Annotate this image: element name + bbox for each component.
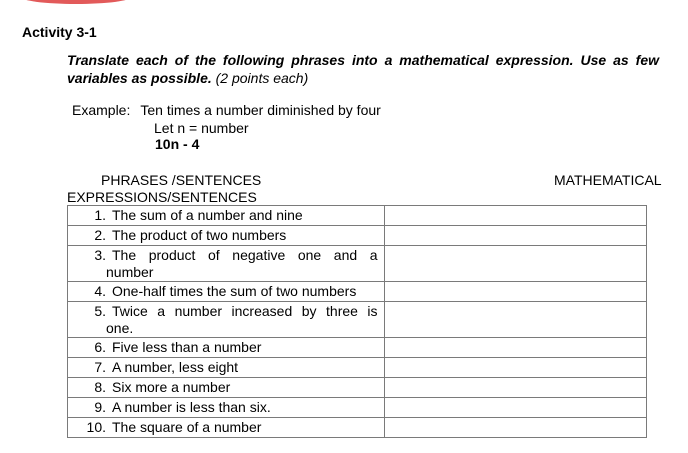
example-let-line: Let n = number [154,120,249,136]
item-number: 5. [94,303,106,319]
item-text: Five less than a number [112,339,262,355]
phrase-cell [68,282,385,302]
item-text: A number is less than six. [112,399,271,415]
answer-cell[interactable] [384,282,646,302]
item-number: 9. [94,399,106,415]
item-text-continued: one. [106,320,134,336]
phrases-table [67,205,647,438]
answer-cell[interactable] [384,226,646,246]
phrase-cell [68,398,385,418]
example-line [72,102,381,118]
item-number: 2. [94,227,106,243]
table-row [68,226,647,246]
table-row [68,358,647,378]
phrase-cell [68,378,385,398]
activity-title: Activity 3-1 [22,24,97,40]
answer-cell[interactable] [384,246,646,282]
item-number: 1. [94,207,106,223]
instructions [67,51,659,87]
table-row [68,246,647,282]
phrase-cell [68,418,385,438]
answer-cell[interactable] [384,206,646,226]
instructions-text: Translate each of the following phrases into a mathematical expression. Use as few variables as possible. [67,52,659,86]
answer-cell[interactable] [384,358,646,378]
answer-cell[interactable] [384,378,646,398]
item-text: Twice a number increased by three is [112,303,378,319]
table-row [68,418,647,438]
item-text: One-half times the sum of two numbers [112,283,357,299]
phrase-cell [68,358,385,378]
table-row [68,338,647,358]
item-number: 7. [94,359,106,375]
item-number: 4. [94,283,106,299]
table-row [68,282,647,302]
phrase-cell [68,246,385,282]
answer-cell[interactable] [384,418,646,438]
decorative-arc [20,0,132,4]
item-number: 8. [94,379,106,395]
item-number: 6. [94,339,106,355]
item-number: 3. [94,247,106,263]
item-text: Six more a number [112,379,231,395]
phrase-cell [68,302,385,338]
item-number: 10. [86,419,106,435]
header-mathematical: MATHEMATICAL [554,172,662,188]
answer-cell[interactable] [384,338,646,358]
table-row [68,378,647,398]
table-row [68,398,647,418]
example-label: Example: [72,102,131,118]
item-text: The product of two numbers [112,227,287,243]
header-phrases: PHRASES /SENTENCES [101,172,262,188]
table-row [68,206,647,226]
answer-cell[interactable] [384,398,646,418]
phrase-cell [68,226,385,246]
example-answer: 10n - 4 [155,136,200,152]
example-phrase: Ten times a number diminished by four [140,102,381,118]
item-text-continued: number [106,264,154,280]
phrase-cell [68,206,385,226]
phrase-cell [68,338,385,358]
item-text: A number, less eight [112,359,239,375]
item-text: The product of negative one and a [112,247,378,263]
item-text: The square of a number [112,419,262,435]
header-expressions: EXPRESSIONS/SENTENCES [67,189,257,205]
item-text: The sum of a number and nine [112,207,303,223]
table-row [68,302,647,338]
answer-cell[interactable] [384,302,646,338]
points-note: (2 points each) [215,70,309,86]
